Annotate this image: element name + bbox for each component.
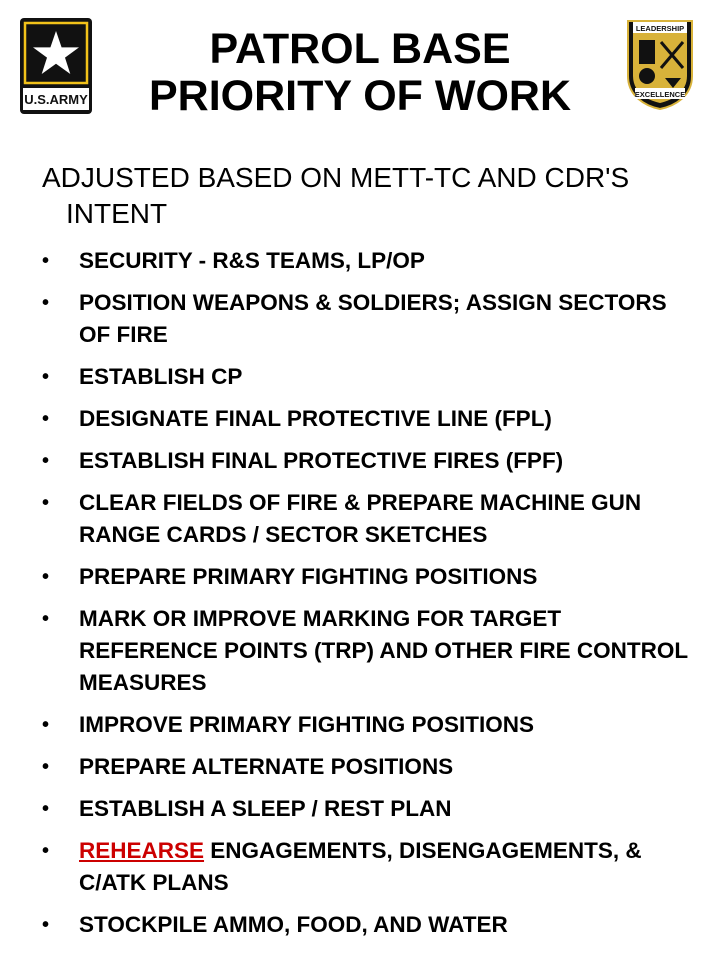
list-item xyxy=(42,403,692,435)
item-text: MARK OR IMPROVE MARKING FOR TARGET REFERENCE POINTS (TRP) AND OTHER FIRE CONTROL MEASURES xyxy=(79,606,688,695)
army-star-icon xyxy=(20,18,92,114)
item-text: IMPROVE PRIMARY FIGHTING POSITIONS xyxy=(79,712,535,737)
bullet-icon: • xyxy=(42,914,50,936)
item-text: POSITION WEAPONS & SOLDIERS; ASSIGN SECTORS OF FIRE xyxy=(79,290,667,347)
list-item xyxy=(42,561,692,593)
rehearse-emphasis: REHEARSE xyxy=(79,838,205,863)
item-text: DESIGNATE FINAL PROTECTIVE LINE (FPL) xyxy=(79,406,552,431)
bullet-icon: • xyxy=(42,292,50,314)
list-item xyxy=(42,709,692,741)
bullet-icon: • xyxy=(42,408,50,430)
bullet-icon: • xyxy=(42,566,50,588)
bullet-icon: • xyxy=(42,840,50,862)
list-item xyxy=(42,835,692,899)
bullet-icon: • xyxy=(42,608,50,630)
bullet-icon: • xyxy=(42,492,50,514)
item-text: STOCKPILE AMMO, FOOD, AND WATER xyxy=(79,912,508,937)
bullet-icon: • xyxy=(42,450,50,472)
title-line-2: PRIORITY OF WORK xyxy=(148,72,572,120)
bullet-icon: • xyxy=(42,250,50,272)
item-text: ESTABLISH FINAL PROTECTIVE FIRES (FPF) xyxy=(79,448,564,473)
army-logo-text: U.S.ARMY xyxy=(24,92,88,107)
list-item xyxy=(42,751,692,783)
list-item xyxy=(42,287,692,351)
list-item xyxy=(42,445,692,477)
list-item xyxy=(42,361,692,393)
list-item xyxy=(42,909,692,941)
list-item xyxy=(42,245,692,277)
bullet-icon: • xyxy=(42,714,50,736)
rotc-shield-logo xyxy=(625,18,695,110)
item-text: SECURITY - R&S TEAMS, LP/OP xyxy=(79,248,425,273)
us-army-logo xyxy=(20,18,92,114)
bullet-icon: • xyxy=(42,798,50,820)
rotc-top-text: LEADERSHIP xyxy=(635,24,685,33)
item-text: ENGAGEMENTS, DISENGAGEMENTS, & C/ATK PLANS xyxy=(79,838,642,895)
item-text: ESTABLISH CP xyxy=(79,364,243,389)
item-text: ESTABLISH A SLEEP / REST PLAN xyxy=(79,796,452,821)
item-text: PREPARE PRIMARY FIGHTING POSITIONS xyxy=(79,564,538,589)
page-title xyxy=(110,26,610,120)
rotc-bottom-text: EXCELLENCE xyxy=(634,90,686,99)
list-item xyxy=(42,793,692,825)
list-item xyxy=(42,603,692,699)
bullet-icon: • xyxy=(42,366,50,388)
bullet-icon: • xyxy=(42,756,50,778)
item-text: CLEAR FIELDS OF FIRE & PREPARE MACHINE GUN RANGE CARDS / SECTOR SKETCHES xyxy=(79,490,642,547)
list-item xyxy=(42,487,692,551)
title-line-1: PATROL BASE xyxy=(209,25,511,73)
priority-list xyxy=(42,245,692,951)
rotc-shield-icon xyxy=(625,18,695,110)
item-text: PREPARE ALTERNATE POSITIONS xyxy=(79,754,454,779)
subheading: ADJUSTED BASED ON METT-TC AND CDR'S INTENT xyxy=(42,162,630,229)
